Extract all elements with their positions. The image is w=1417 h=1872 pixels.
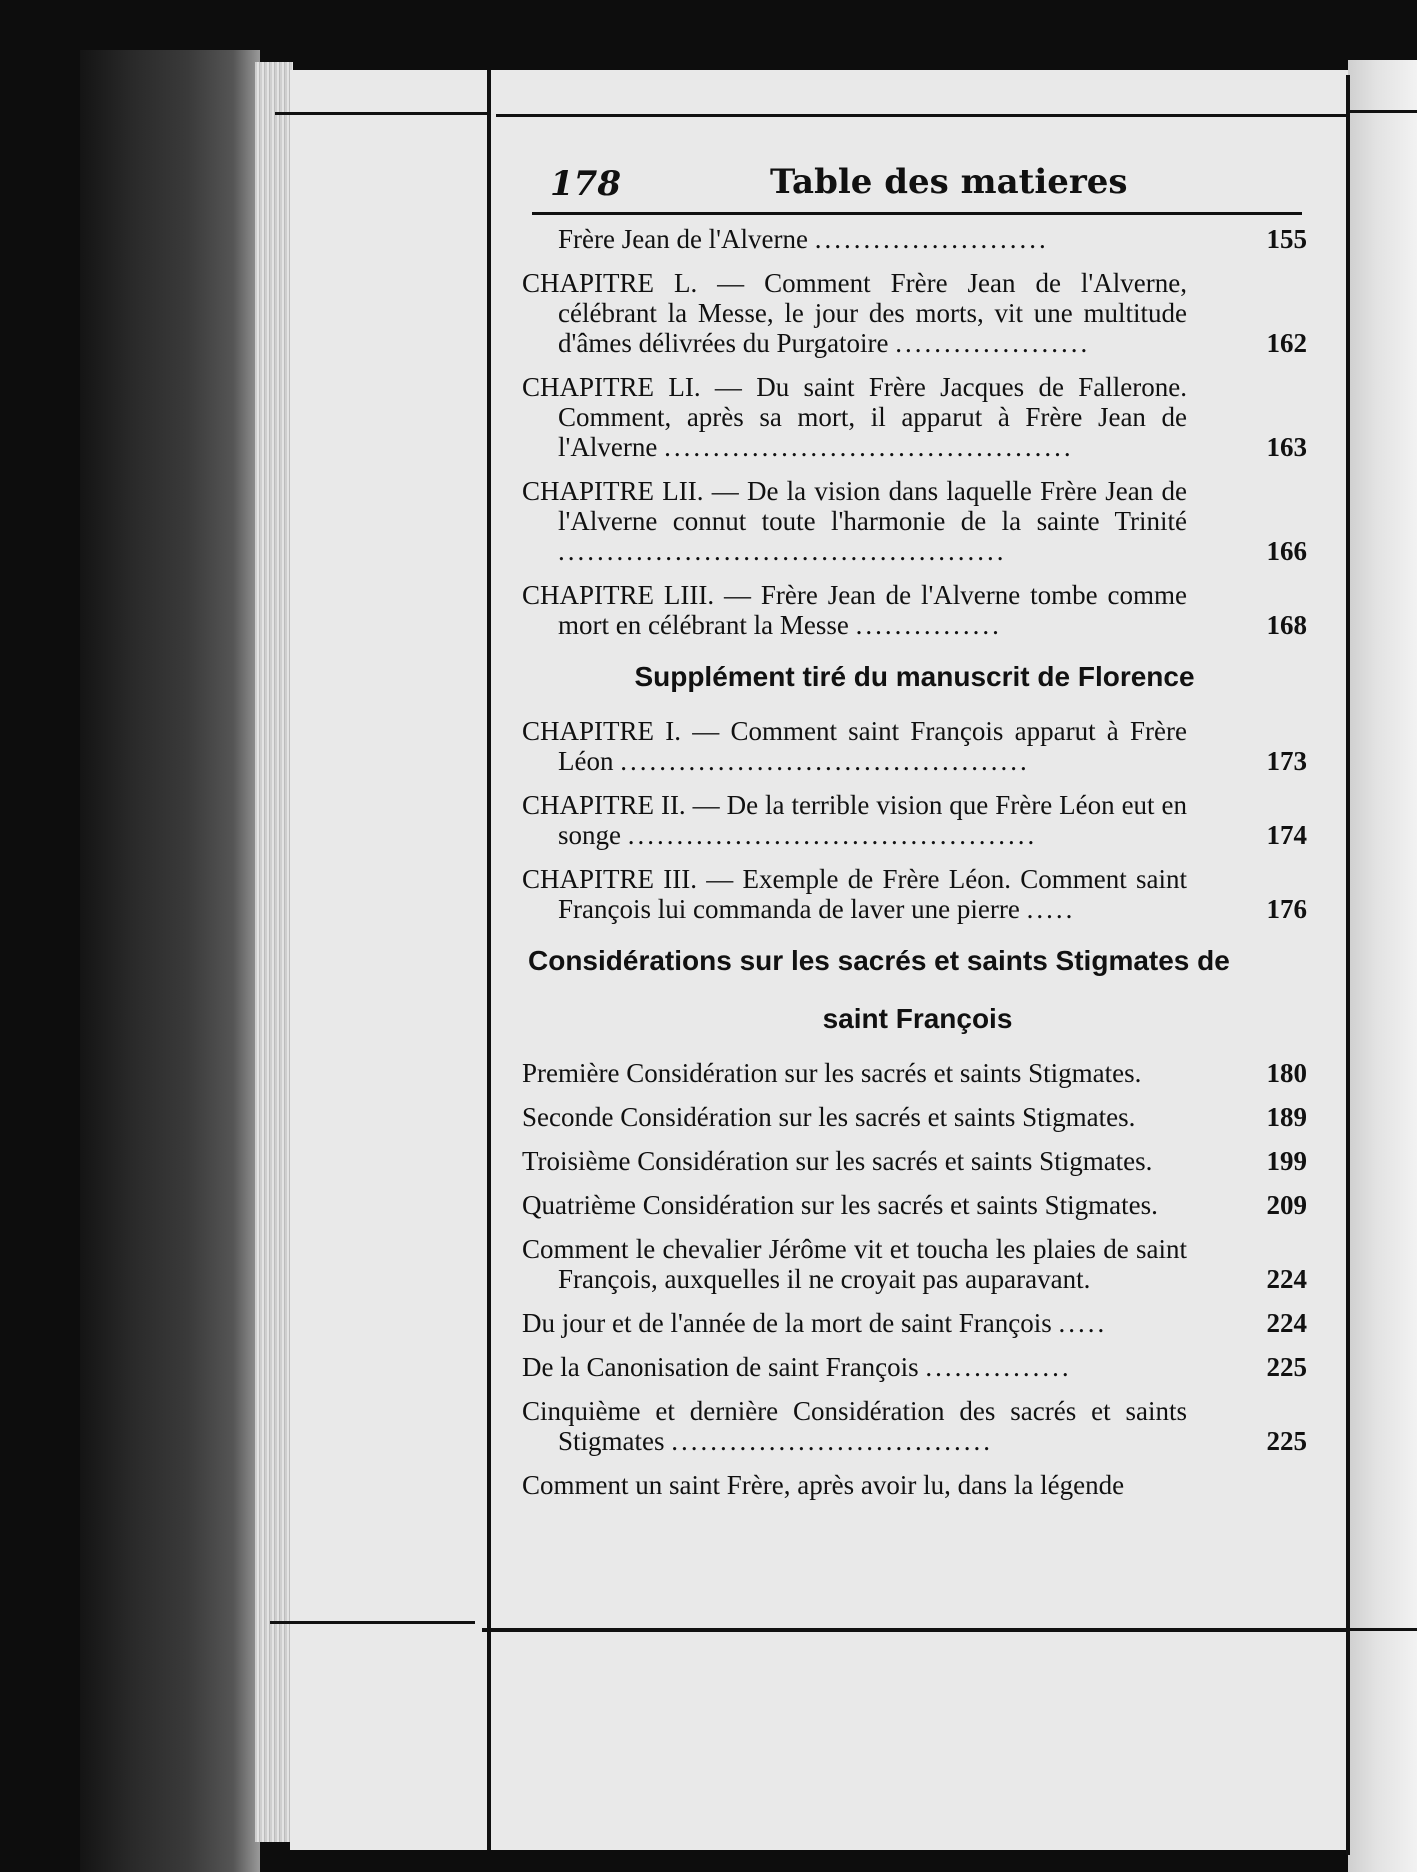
table-of-contents [522, 224, 1307, 1514]
page-gutter-edge [255, 62, 293, 1842]
toc-entry-title: Comment un saint Frère, après avoir lu, dans la légende [522, 1470, 1125, 1500]
toc-entry-title: Comment le chevalier Jérôme vit et toucha les plaies de saint François, auxquelles il ne croyait pas auparavant. [522, 1234, 1187, 1294]
toc-entry [522, 1190, 1307, 1220]
toc-page-number: 224 [1266, 1264, 1307, 1294]
toc-leader-dots: .................... [895, 328, 1091, 358]
toc-entry-title: CHAPITRE LII. — De la vision dans laquelle Frère Jean de l'Alverne connut toute l'harmonie de la sainte Trinité .............................................. [522, 476, 1187, 566]
toc-leader-dots: ........................ [814, 224, 1049, 254]
toc-entry [522, 716, 1307, 776]
toc-page-number: 189 [1266, 1102, 1307, 1132]
toc-entry-title: CHAPITRE LI. — Du saint Frère Jacques de Fallerone. Comment, après sa mort, il apparut à Frère Jean de l'Alverne .......................................... [522, 372, 1187, 462]
header-rule [532, 212, 1302, 215]
toc-page-number: 155 [1266, 224, 1307, 254]
toc-entry [522, 1058, 1307, 1088]
toc-entry [522, 864, 1307, 924]
frame-line-top-right [1350, 110, 1417, 113]
toc-leader-dots: ............... [855, 610, 1002, 640]
toc-entry-title: Seconde Considération sur les sacrés et saints Stigmates. [522, 1102, 1136, 1132]
toc-page-number: 166 [1266, 536, 1307, 566]
toc-entry [522, 790, 1307, 850]
toc-entry-title: Première Considération sur les sacrés et saints Stigmates. [522, 1058, 1142, 1088]
frame-line-top-main [496, 114, 1348, 117]
frame-line-bottom-main [482, 1628, 1348, 1632]
toc-page-number: 168 [1266, 610, 1307, 640]
toc-entry [522, 1146, 1307, 1176]
page-header [530, 158, 1300, 208]
toc-entry-title: CHAPITRE III. — Exemple de Frère Léon. Comment saint François lui commanda de laver une pierre ..... [522, 864, 1187, 924]
facing-page-edge [1348, 60, 1417, 1872]
frame-line-top-left [275, 112, 487, 115]
toc-entry-title: CHAPITRE LIII. — Frère Jean de l'Alverne tombe comme mort en célébrant la Messe ............... [522, 580, 1187, 640]
toc-entry [522, 1102, 1307, 1132]
toc-leader-dots: .......................................... [627, 820, 1038, 850]
section-heading-supplement: Supplément tiré du manuscrit de Florence [634, 661, 1195, 692]
toc-entry-title: CHAPITRE I. — Comment saint François apparut à Frère Léon .......................................... [522, 716, 1187, 776]
toc-leader-dots: ..... [1058, 1308, 1108, 1338]
toc-leader-dots: .......................................... [620, 746, 1030, 776]
toc-page-number: 209 [1266, 1190, 1307, 1220]
book-binding-shadow [80, 50, 260, 1872]
frame-line-bottom-left [270, 1621, 475, 1624]
toc-page-number: 199 [1266, 1146, 1307, 1176]
toc-page-number: 224 [1266, 1308, 1307, 1338]
toc-entry [522, 580, 1307, 640]
toc-leader-dots: .......................................... [664, 432, 1074, 462]
toc-entry [522, 1234, 1307, 1294]
toc-page-number: 176 [1266, 894, 1307, 924]
frame-line-right [1346, 75, 1350, 1855]
section-heading-line1: Considérations sur les sacrés et saints Stigmates de [528, 945, 1230, 976]
toc-entry-title: Cinquième et dernière Considération des sacrés et saints Stigmates ................................. [522, 1396, 1187, 1456]
toc-leader-dots: ................................. [671, 1426, 993, 1456]
toc-entry [522, 1396, 1307, 1456]
toc-page-number: 180 [1266, 1058, 1307, 1088]
toc-leader-dots: .............................................. [558, 536, 1007, 566]
toc-page-number: 225 [1266, 1426, 1307, 1456]
section-heading-considerations [522, 946, 1307, 1034]
toc-entry [522, 476, 1307, 566]
toc-entry [522, 1352, 1307, 1382]
toc-entry [522, 268, 1307, 358]
toc-leader-dots: ............... [925, 1352, 1072, 1382]
page-number: 178 [550, 164, 621, 204]
toc-block-1 [522, 224, 1307, 640]
toc-entry-title: De la Canonisation de saint François ............... [522, 1352, 1072, 1382]
toc-entry [522, 1308, 1307, 1338]
toc-page-number: 225 [1266, 1352, 1307, 1382]
toc-entry-title: Du jour et de l'année de la mort de saint François ..... [522, 1308, 1108, 1338]
toc-entry-title: Quatrième Considération sur les sacrés et saints Stigmates. [522, 1190, 1158, 1220]
toc-page-number: 173 [1266, 746, 1307, 776]
toc-entry [522, 372, 1307, 462]
toc-leader-dots: ..... [1026, 894, 1076, 924]
toc-page-number: 162 [1266, 328, 1307, 358]
toc-entry-title: Troisième Considération sur les sacrés et saints Stigmates. [522, 1146, 1153, 1176]
toc-entry-title: Frère Jean de l'Alverne ........................ [558, 224, 1049, 254]
toc-entry-title: CHAPITRE II. — De la terrible vision que Frère Léon eut en songe .......................................... [522, 790, 1187, 850]
toc-block-2 [522, 716, 1307, 924]
running-title: Table des matieres [770, 162, 1128, 202]
toc-entry-title: CHAPITRE L. — Comment Frère Jean de l'Alverne, célébrant la Messe, le jour des morts, vit une multitude d'âmes délivrées du Purgatoire .................... [522, 268, 1187, 358]
toc-entry [522, 1470, 1307, 1500]
frame-line-left [487, 70, 491, 1850]
toc-page-number: 174 [1266, 820, 1307, 850]
frame-line-bottom-right [1350, 1628, 1417, 1631]
section-heading-line2: saint François [822, 1003, 1013, 1034]
toc-block-3 [522, 1058, 1307, 1500]
toc-page-number: 163 [1266, 432, 1307, 462]
toc-entry [522, 224, 1307, 254]
